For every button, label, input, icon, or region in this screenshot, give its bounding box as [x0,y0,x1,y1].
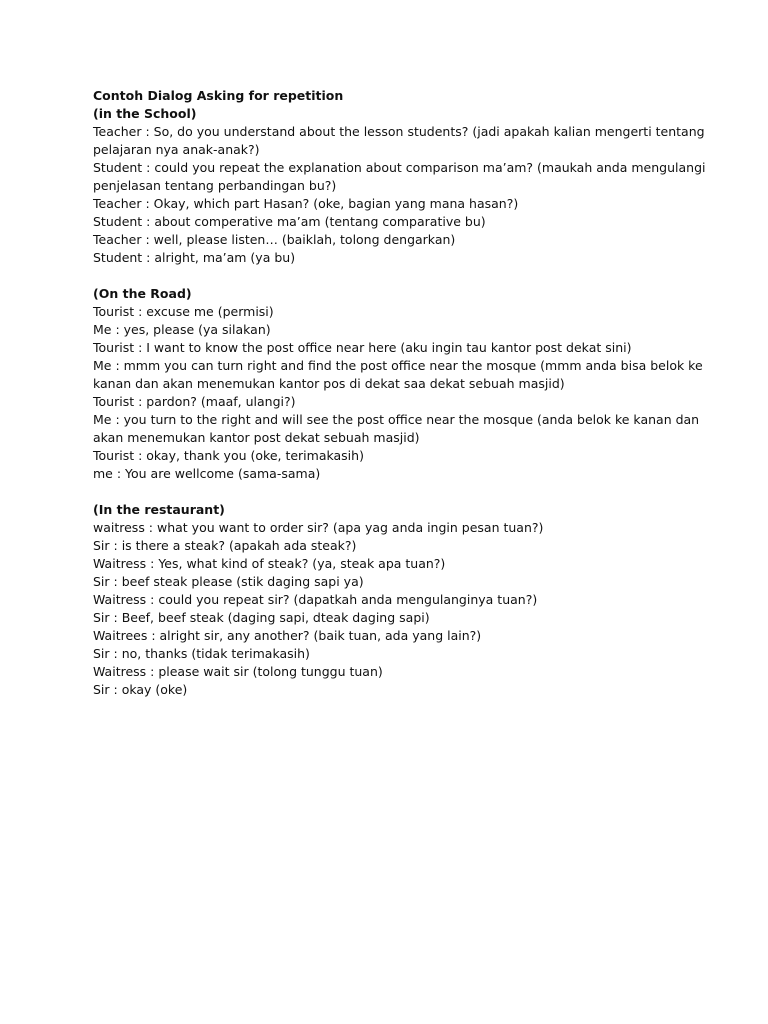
dialog-line: Sir : no, thanks (tidak terimakasih) [93,646,310,661]
dialog-line: Tourist : pardon? (maaf, ulangi?) [93,394,296,409]
section-heading: (In the restaurant) [93,502,225,517]
dialog-line: waitress : what you want to order sir? (apa yag anda ingin pesan tuan?) [93,520,544,535]
document-title: Contoh Dialog Asking for repetition [93,88,344,103]
dialog-line: Waitress : please wait sir (tolong tunggu tuan) [93,664,383,679]
dialog-line: Sir : beef steak please (stik daging sapi ya) [93,574,364,589]
dialog-line: Waitrees : alright sir, any another? (baik tuan, ada yang lain?) [93,628,482,643]
dialog-line: Teacher : well, please listen… (baiklah, tolong dengarkan) [93,232,456,247]
section-school [93,105,713,267]
section-restaurant [93,501,713,699]
dialog-line: Student : alright, ma’am (ya bu) [93,250,296,265]
section-heading: (On the Road) [93,286,192,301]
dialog-line: Me : you turn to the right and will see the post office near the mosque (anda belok ke kanan dan akan menemukan kantor post dekat sebuah masjid) [93,412,700,445]
dialog-line: Tourist : I want to know the post office near here (aku ingin tau kantor post dekat sini) [93,340,632,355]
document-page [93,87,713,699]
dialog-line: Tourist : okay, thank you (oke, terimakasih) [93,448,364,463]
dialog-line: Student : about comperative ma’am (tentang comparative bu) [93,214,486,229]
dialog-line: Me : yes, please (ya silakan) [93,322,271,337]
dialog-line: Sir : Beef, beef steak (daging sapi, dteak daging sapi) [93,610,430,625]
dialog-line: Teacher : Okay, which part Hasan? (oke, bagian yang mana hasan?) [93,196,519,211]
dialog-line: Sir : is there a steak? (apakah ada steak?) [93,538,357,553]
dialog-line: me : You are wellcome (sama-sama) [93,466,321,481]
dialog-line: Student : could you repeat the explanation about comparison ma’am? (maukah anda mengulangi penjelasan tentang perbandingan bu?) [93,160,706,193]
dialog-line: Sir : okay (oke) [93,682,188,697]
section-road [93,285,713,483]
dialog-line: Waitress : could you repeat sir? (dapatkah anda mengulanginya tuan?) [93,592,538,607]
dialog-line: Me : mmm you can turn right and find the post office near the mosque (mmm anda bisa belok ke kanan dan akan menemukan kantor pos di dekat saa dekat sebuah masjid) [93,358,703,391]
dialog-line: Tourist : excuse me (permisi) [93,304,274,319]
dialog-line: Waitress : Yes, what kind of steak? (ya, steak apa tuan?) [93,556,446,571]
section-heading: (in the School) [93,106,197,121]
dialog-line: Teacher : So, do you understand about the lesson students? (jadi apakah kalian mengerti tentang pelajaran nya anak-anak?) [93,124,705,157]
